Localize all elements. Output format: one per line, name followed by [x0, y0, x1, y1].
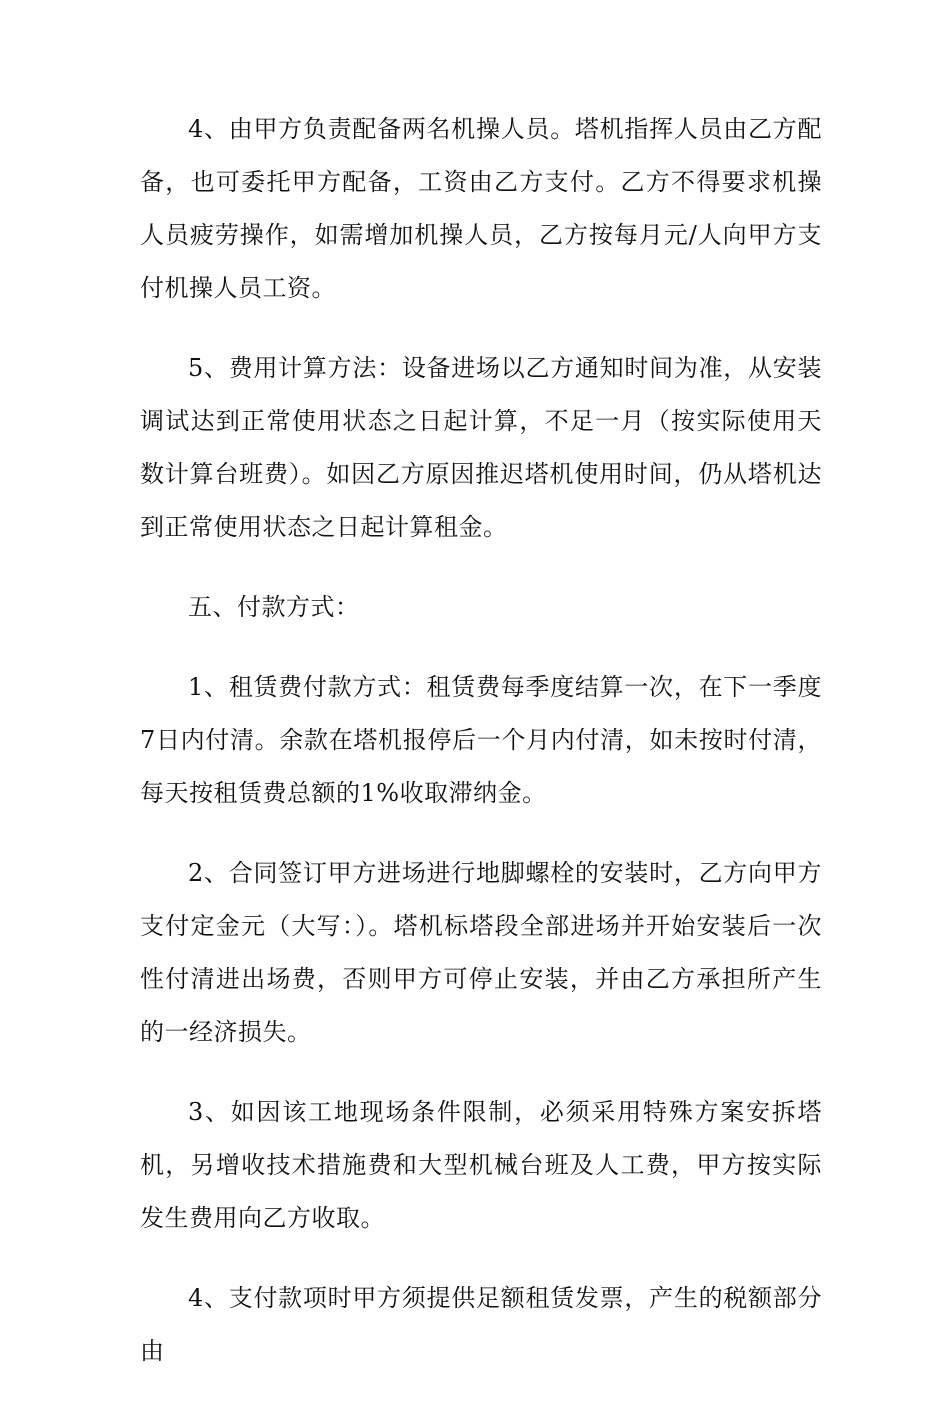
clause-1-rental-payment: 1、租赁费付款方式：租赁费每季度结算一次，在下一季度7日内付清。余款在塔机报停后一个月内付清，如未按时付清，每天按租赁费总额的1%收取滞纳金。 [140, 673, 822, 807]
clause-2-deposit: 2、合同签订甲方进场进行地脚螺栓的安装时，乙方向甲方支付定金元（大写：）。塔机标塔段全部进场并开始安装后一次性付清进出场费，否则甲方可停止安装，并由乙方承担所产生的一经济损失。 [140, 859, 822, 1046]
clause-5-fee-calculation: 5、费用计算方法：设备进场以乙方通知时间为准，从安装调试达到正常使用状态之日起计算，不足一月（按实际使用天数计算台班费）。如因乙方原因推迟塔机使用时间，仍从塔机达到正常使用状态之日起计算租金。 [140, 354, 822, 541]
clause-4-invoice: 4、支付款项时甲方须提供足额租赁发票，产生的税额部分由 [140, 1284, 822, 1365]
section-heading-payment: 五、付款方式： [188, 593, 360, 621]
clause-4-operators: 4、由甲方负责配备两名机操人员。塔机指挥人员由乙方配备，也可委托甲方配备，工资由乙方支付。乙方不得要求机操人员疲劳操作，如需增加机操人员，乙方按每月元/人向甲方支付机操人员工资。 [140, 115, 822, 302]
document-body [140, 103, 822, 1405]
clause-3-special-conditions: 3、如因该工地现场条件限制，必须采用特殊方案安拆塔机，另增收技术措施费和大型机械台班及人工费，甲方按实际发生费用向乙方收取。 [140, 1098, 822, 1232]
